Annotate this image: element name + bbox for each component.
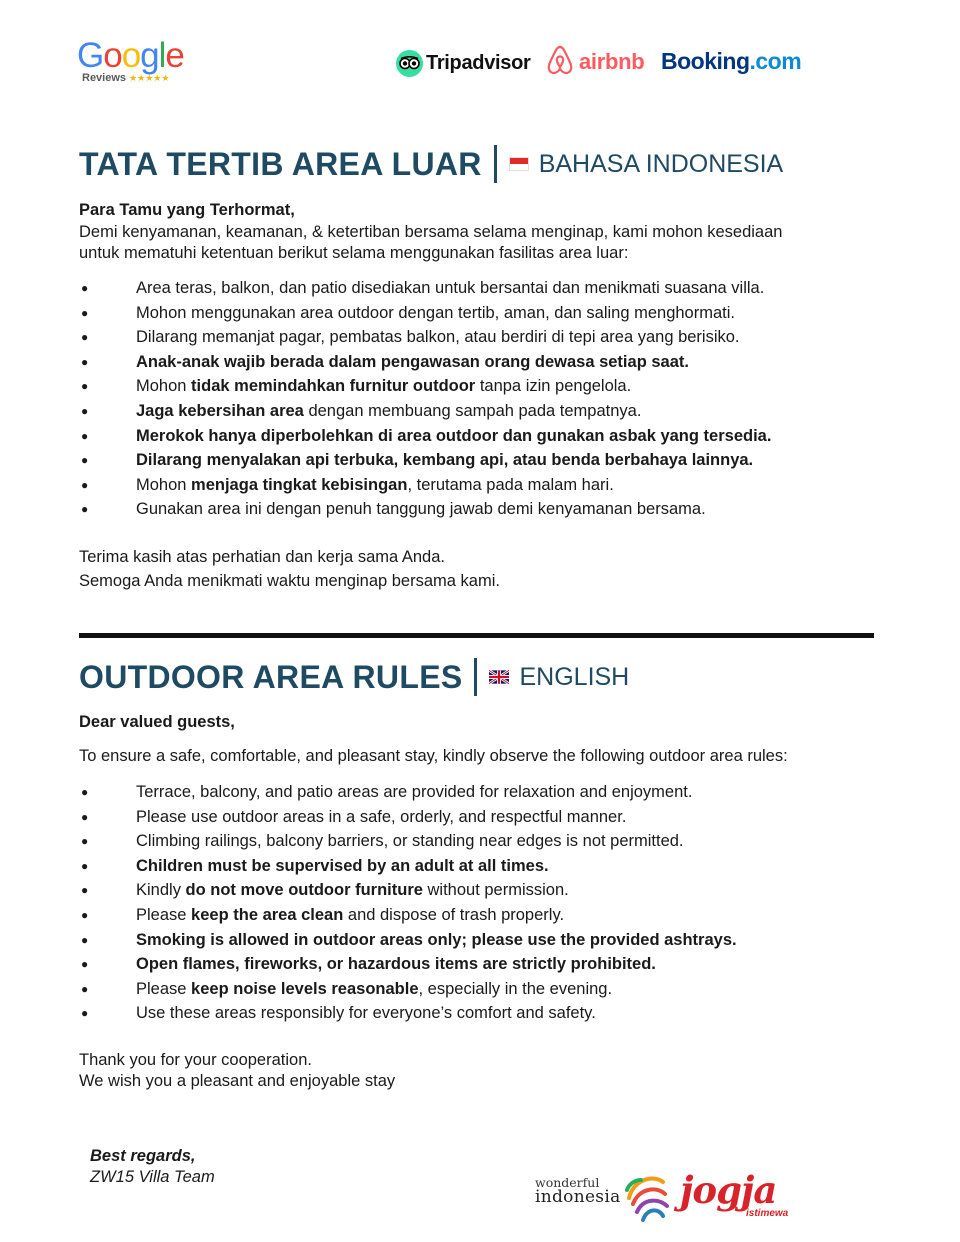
- google-wordmark: [77, 38, 187, 74]
- list-item: ● Please use outdoor areas in a safe, orderly, and respectful manner.: [79, 805, 737, 830]
- signoff: [90, 1146, 215, 1188]
- reviews-text: Reviews: [82, 72, 127, 84]
- indonesian-intro-line1: Demi kenyamanan, keamanan, & ketertiban bersama selama menginap, kami mohon kesediaan: [79, 223, 783, 241]
- signoff-team: ZW15 Villa Team: [90, 1168, 215, 1186]
- garuda-swirl-icon: [623, 1168, 671, 1229]
- bullet-icon: ●: [81, 354, 89, 369]
- bullet-icon: ●: [81, 785, 89, 799]
- bullet-icon: ●: [81, 502, 89, 517]
- indonesian-closing-line2: Semoga Anda menikmati waktu menginap bersama kami.: [79, 572, 500, 590]
- list-item: ● Gunakan area ini dengan penuh tanggung jawab demi kenyamanan bersama.: [79, 497, 771, 522]
- bullet-icon: ●: [81, 957, 89, 972]
- indonesia-text: indonesia: [535, 1187, 621, 1207]
- google-letter: G: [77, 36, 104, 75]
- google-letter: o: [121, 36, 141, 75]
- section-divider: [79, 633, 874, 638]
- airbnb-belo-icon: [545, 44, 575, 81]
- bullet-icon: ●: [81, 428, 89, 443]
- english-closing-line2: We wish you a pleasant and enjoyable stay: [79, 1072, 396, 1090]
- list-item: ● Kindly do not move outdoor furniture without permission.: [79, 878, 737, 903]
- list-item: ● Use these areas responsibly for everyone’s comfort and safety.: [79, 1001, 737, 1026]
- jogja-wordmark: jogja: [680, 1168, 777, 1212]
- list-item: ● Merokok hanya diperbolehkan di area outdoor dan gunakan asbak yang tersedia.: [79, 424, 771, 449]
- english-rules-list: [79, 780, 737, 1026]
- google-reviews-logo: [77, 38, 187, 88]
- istimewa-text: istimewa: [746, 1208, 789, 1219]
- heading-separator: [474, 658, 477, 696]
- list-item: ● Anak-anak wajib berada dalam pengawasan orang dewasa setiap saat.: [79, 350, 771, 375]
- list-item: ● Children must be supervised by an adult at all times.: [79, 854, 737, 879]
- tripadvisor-wordmark: Tripadvisor: [426, 51, 531, 74]
- star-rating-icon: ★★★★★: [129, 73, 170, 83]
- list-item: ● Mohon tidak memindahkan furnitur outdoor tanpa izin pengelola.: [79, 374, 771, 399]
- bullet-icon: ●: [81, 379, 89, 394]
- indonesian-closing-line1: Terima kasih atas perhatian dan kerja sama Anda.: [79, 548, 445, 566]
- bullet-icon: ●: [81, 453, 89, 468]
- list-item: ● Mohon menggunakan area outdoor dengan tertib, aman, dan saling menghormati.: [79, 301, 771, 326]
- bullet-icon: ●: [81, 305, 89, 320]
- english-heading: [79, 658, 629, 696]
- indonesian-language-label: BAHASA INDONESIA: [538, 149, 784, 178]
- airbnb-logo: [545, 46, 644, 78]
- list-item: ● Mohon menjaga tingkat kebisingan, terutama pada malam hari.: [79, 473, 771, 498]
- list-item: ● Dilarang menyalakan api terbuka, kembang api, atau benda berbahaya lainnya.: [79, 448, 771, 473]
- bullet-icon: ●: [81, 809, 89, 824]
- tripadvisor-logo: [396, 48, 531, 78]
- bullet-icon: ●: [81, 834, 89, 849]
- list-item: ● Please keep the area clean and dispose of trash properly.: [79, 903, 737, 928]
- english-title: OUTDOOR AREA RULES: [79, 658, 463, 695]
- indonesian-greeting: Para Tamu yang Terhormat,: [79, 201, 295, 219]
- jogja-istimewa-logo: [680, 1168, 795, 1223]
- indonesian-rules-list: [79, 276, 771, 522]
- bullet-icon: ●: [81, 1006, 89, 1021]
- signoff-greeting: Best regards,: [90, 1147, 196, 1165]
- booking-tld: .com: [749, 47, 802, 74]
- owl-eyes-icon: [396, 50, 423, 77]
- google-letter: o: [103, 36, 122, 75]
- indonesian-intro-line2: untuk mematuhi ketentuan berikut selama menggunakan fasilitas area luar:: [79, 244, 629, 262]
- list-item: ● Jaga kebersihan area dengan membuang sampah pada tempatnya.: [79, 399, 771, 424]
- booking-wordmark: Booking: [661, 47, 750, 74]
- google-letter: l: [158, 36, 166, 75]
- uk-flag-icon: [489, 670, 509, 684]
- google-letter: g: [140, 36, 159, 75]
- wonderful-indonesia-logo: [535, 1168, 675, 1226]
- google-letter: e: [165, 36, 184, 75]
- bullet-icon: ●: [81, 330, 89, 345]
- list-item: ● Area teras, balkon, dan patio disediakan untuk bersantai dan menikmati suasana villa.: [79, 276, 771, 301]
- bullet-icon: ●: [81, 858, 89, 873]
- bullet-icon: ●: [81, 907, 89, 922]
- bullet-icon: ●: [81, 883, 89, 898]
- list-item: ● Climbing railings, balcony barriers, or standing near edges is not permitted.: [79, 829, 737, 854]
- english-language-label: ENGLISH: [519, 662, 630, 691]
- wonderful-text: wonderful: [535, 1175, 600, 1190]
- heading-separator: [494, 145, 497, 183]
- english-closing-line1: Thank you for your cooperation.: [79, 1051, 312, 1069]
- bullet-icon: ●: [81, 281, 89, 295]
- english-intro: To ensure a safe, comfortable, and pleasant stay, kindly observe the following outdoor area rules:: [79, 747, 788, 765]
- indonesia-flag-icon: [509, 157, 529, 171]
- bullet-icon: ●: [81, 932, 89, 947]
- english-greeting: Dear valued guests,: [79, 713, 235, 731]
- bullet-icon: ●: [81, 477, 89, 492]
- list-item: ● Smoking is allowed in outdoor areas only; please use the provided ashtrays.: [79, 928, 737, 953]
- list-item: ● Dilarang memanjat pagar, pembatas balkon, atau berdiri di tepi area yang berisiko.: [79, 325, 771, 350]
- list-item: ● Open flames, fireworks, or hazardous items are strictly prohibited.: [79, 952, 737, 977]
- bullet-icon: ●: [81, 403, 89, 418]
- list-item: ● Please keep noise levels reasonable, especially in the evening.: [79, 977, 737, 1002]
- list-item: ● Terrace, balcony, and patio areas are provided for relaxation and enjoyment.: [79, 780, 737, 805]
- booking-com-logo: [661, 46, 801, 76]
- bullet-icon: ●: [81, 981, 89, 996]
- indonesian-title: TATA TERTIB AREA LUAR: [79, 145, 482, 182]
- indonesian-heading: [79, 145, 783, 183]
- airbnb-wordmark: airbnb: [579, 49, 645, 74]
